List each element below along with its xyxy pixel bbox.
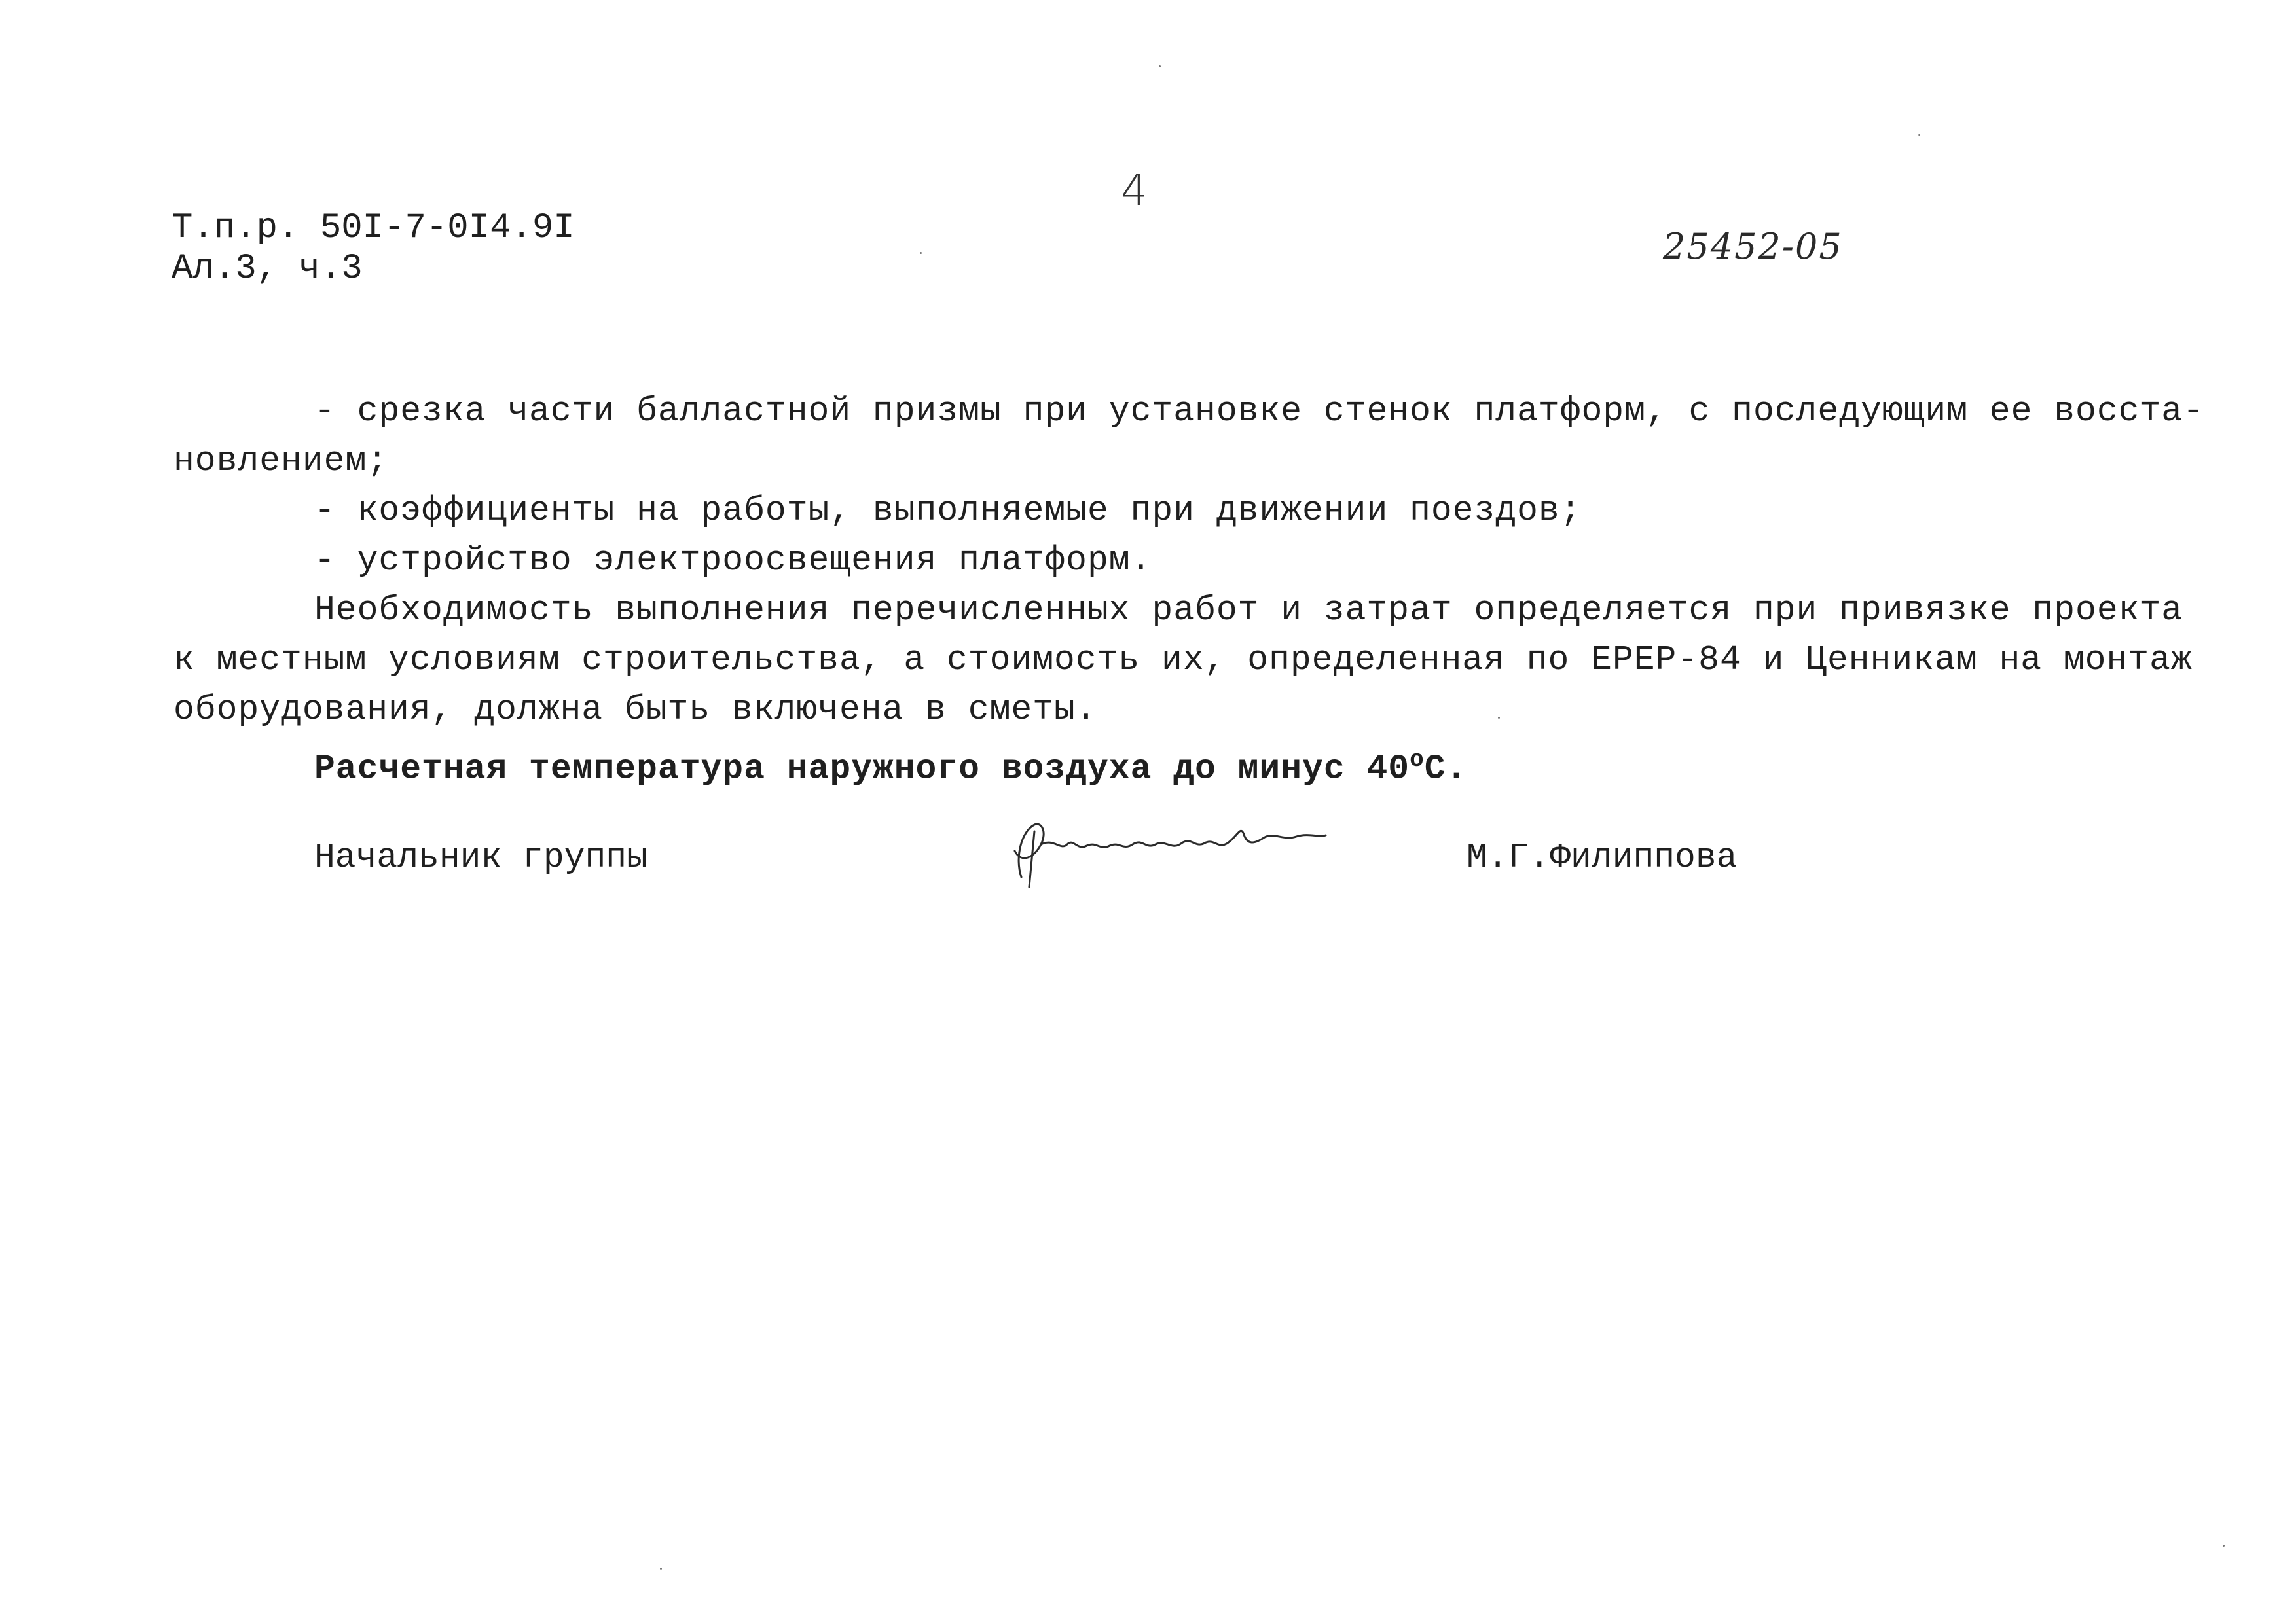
- scan-speck: [920, 252, 922, 254]
- scan-speck: [660, 1568, 662, 1570]
- paragraph-line: Необходимость выполнения перечисленных работ и затрат определяется при привязке проекта: [314, 590, 2183, 630]
- list-item: - устройство электроосвещения платформ.: [314, 541, 1152, 580]
- paragraph-line: к местным условиям строительства, а стоимость их, определенная по ЕРЕР-84 и Ценникам на монтаж: [173, 640, 2193, 679]
- design-temperature-statement: [314, 746, 1467, 789]
- handwritten-signature: [995, 805, 1336, 897]
- document-code: Т.п.р. 50I-7-0I4.9I: [172, 208, 575, 248]
- inventory-number: 25452-05: [1663, 226, 1843, 267]
- paragraph-line: оборудования, должна быть включена в сметы.: [173, 690, 1097, 729]
- temperature-text: Расчетная температура наружного воздуха до минус 40: [314, 749, 1410, 789]
- body-text: [173, 386, 2204, 734]
- signatory-role: Начальник группы: [314, 838, 647, 877]
- degree-sign: о: [1410, 746, 1425, 773]
- list-item-continuation: новлением;: [173, 441, 389, 480]
- scan-speck: [2223, 1545, 2225, 1547]
- scan-speck: [1498, 717, 1500, 719]
- document-section: Ал.3, ч.3: [172, 249, 363, 289]
- list-item: - коэффициенты на работы, выполняемые при движении поездов;: [314, 491, 1582, 530]
- list-item: - срезка части балластной призмы при установке стенок платформ, с последующим ее восста-: [314, 391, 2204, 431]
- scan-speck: [1159, 65, 1161, 67]
- scan-speck: [1918, 134, 1920, 136]
- temperature-unit: С.: [1424, 749, 1468, 789]
- signatory-name: М.Г.Филиппова: [1467, 838, 1738, 877]
- page-number: 4: [1121, 167, 1148, 215]
